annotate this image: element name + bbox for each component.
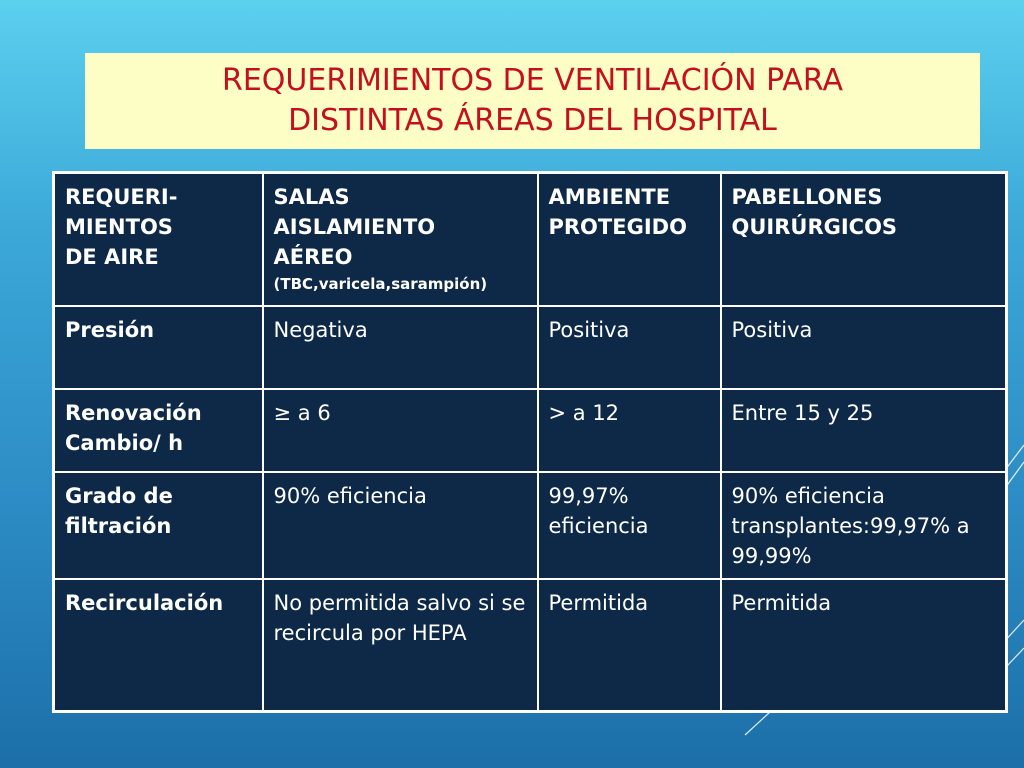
row-label-recirculation — [54, 579, 263, 712]
table-cell: 90% eficiencia — [263, 472, 538, 579]
table-cell: Positiva — [538, 306, 721, 389]
table-cell: Positiva — [721, 306, 1007, 389]
row-label-pressure — [54, 306, 263, 389]
row-label-text: Recirculación — [65, 590, 224, 615]
table-cell: ≥ a 6 — [263, 389, 538, 472]
table-cell: No permitida salvo si se recircula por HEPA — [263, 579, 538, 712]
table-row — [54, 579, 1007, 712]
header-text: PROTEGIDO — [548, 215, 687, 239]
table-header-row — [54, 173, 1007, 306]
title-line-1: REQUERIMIENTOS DE VENTILACIÓN PARA — [222, 63, 843, 98]
header-text: REQUERI- — [65, 185, 178, 209]
table-cell: > a 12 — [538, 389, 721, 472]
ventilation-requirements-table — [52, 171, 1008, 713]
header-text: AISLAMIENTO — [273, 215, 436, 239]
header-cell-surgical-wards — [721, 173, 1007, 306]
header-text: SALAS — [273, 185, 350, 209]
table-row — [54, 472, 1007, 579]
table-row — [54, 306, 1007, 389]
table-row — [54, 389, 1007, 472]
slide-title — [85, 53, 980, 149]
header-note: (TBC,varicela,sarampión) — [273, 275, 488, 293]
header-text: MIENTOS — [65, 215, 173, 239]
table-cell: Entre 15 y 25 — [721, 389, 1007, 472]
table-cell: Permitida — [721, 579, 1007, 712]
header-text: QUIRÚRGICOS — [731, 215, 898, 239]
title-line-2: DISTINTAS ÁREAS DEL HOSPITAL — [288, 103, 777, 138]
header-text: AMBIENTE — [548, 185, 671, 209]
table-cell: 99,97% eficiencia — [538, 472, 721, 579]
row-label-text: Grado de — [65, 483, 173, 508]
table-cell: 90% eficiencia transplantes:99,97% a 99,99% — [721, 472, 1007, 579]
row-label-filtration — [54, 472, 263, 579]
header-text: AÉREO — [273, 245, 353, 269]
row-label-text: filtración — [65, 513, 172, 538]
row-label-text: Renovación — [65, 400, 202, 425]
table-cell: Permitida — [538, 579, 721, 712]
header-cell-requirements — [54, 173, 263, 306]
header-text: DE AIRE — [65, 245, 159, 269]
row-label-text: Presión — [65, 317, 155, 342]
row-label-renewal — [54, 389, 263, 472]
header-cell-isolation-rooms — [263, 173, 538, 306]
header-cell-protected-environment — [538, 173, 721, 306]
header-text: PABELLONES — [731, 185, 883, 209]
table-cell: Negativa — [263, 306, 538, 389]
row-label-text: Cambio/ h — [65, 430, 184, 455]
